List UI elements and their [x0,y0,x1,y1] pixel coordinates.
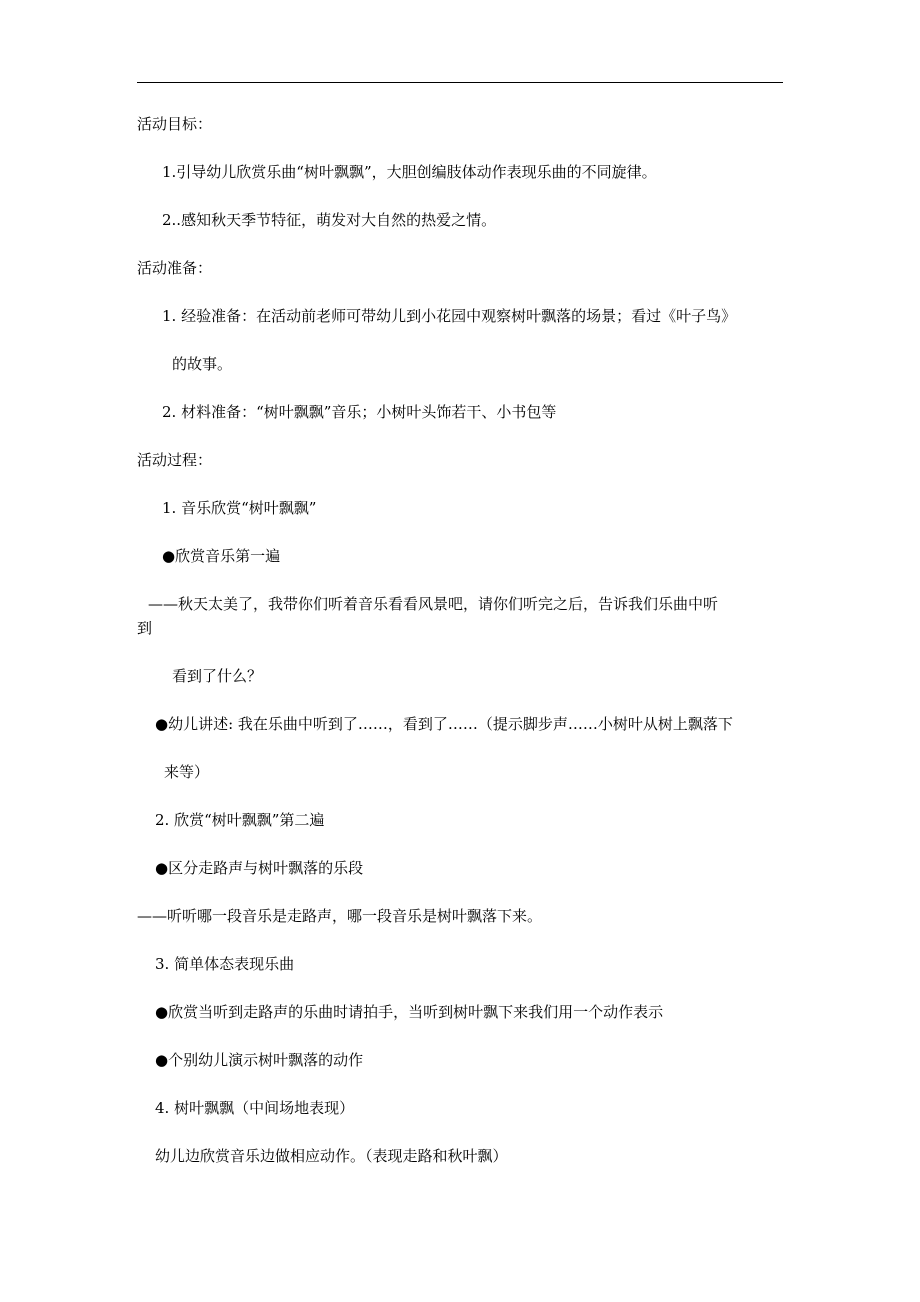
header-rule [137,82,783,83]
heading-activity-process: 活动过程： [137,451,213,469]
heading-activity-goals: 活动目标： [137,115,213,133]
process-bullet-listen-first: ●欣赏音乐第一遍 [162,547,281,565]
process-step-4-description: 幼儿边欣赏音乐边做相应动作。（表现走路和秋叶飘） [155,1147,508,1165]
process-dialogue-autumn: ——秋天太美了，我带你们听着音乐看看风景吧，请你们听完之后，告诉我们乐曲中听 [148,595,719,613]
process-dialogue-autumn-continued: 看到了什么？ [172,667,263,685]
process-bullet-distinguish-sections: ●区分走路声与树叶飘落的乐段 [155,859,364,877]
goal-item-1: 1.引导幼儿欣赏乐曲“树叶飘飘”，大胆创编肢体动作表现乐曲的不同旋律。 [162,163,657,181]
process-bullet-children-describe-continued: 来等） [164,763,210,781]
preparation-item-1-continued: 的故事。 [172,355,233,373]
process-dialogue-listen: ——听听哪一段音乐是走路声，哪一段音乐是树叶飘落下来。 [137,907,543,925]
process-step-3: 3. 简单体态表现乐曲 [155,955,295,973]
process-step-4: 4. 树叶飘飘（中间场地表现） [155,1099,355,1117]
preparation-item-1: 1. 经验准备：在活动前老师可带幼儿到小花园中观察树叶飘落的场景；看过《叶子鸟》 [162,307,737,325]
heading-activity-preparation: 活动准备： [137,259,213,277]
process-step-1: 1. 音乐欣赏“树叶飘飘” [162,499,317,517]
preparation-item-2: 2. 材料准备：“树叶飘飘”音乐；小树叶头饰若干、小书包等 [162,403,557,421]
process-bullet-clap: ●欣赏当听到走路声的乐曲时请拍手，当听到树叶飘下来我们用一个动作表示 [155,1003,664,1021]
process-bullet-children-describe: ●幼儿讲述: 我在乐曲中听到了……，看到了……（提示脚步声……小树叶从树上飘落下 [155,715,733,733]
process-dialogue-autumn-wrap: 到 [137,619,153,637]
goal-item-2: 2..感知秋天季节特征，萌发对大自然的热爱之情。 [162,211,497,229]
process-bullet-demo: ●个别幼儿演示树叶飘落的动作 [155,1051,364,1069]
process-step-2: 2. 欣赏“树叶飘飘”第二遍 [155,811,325,829]
